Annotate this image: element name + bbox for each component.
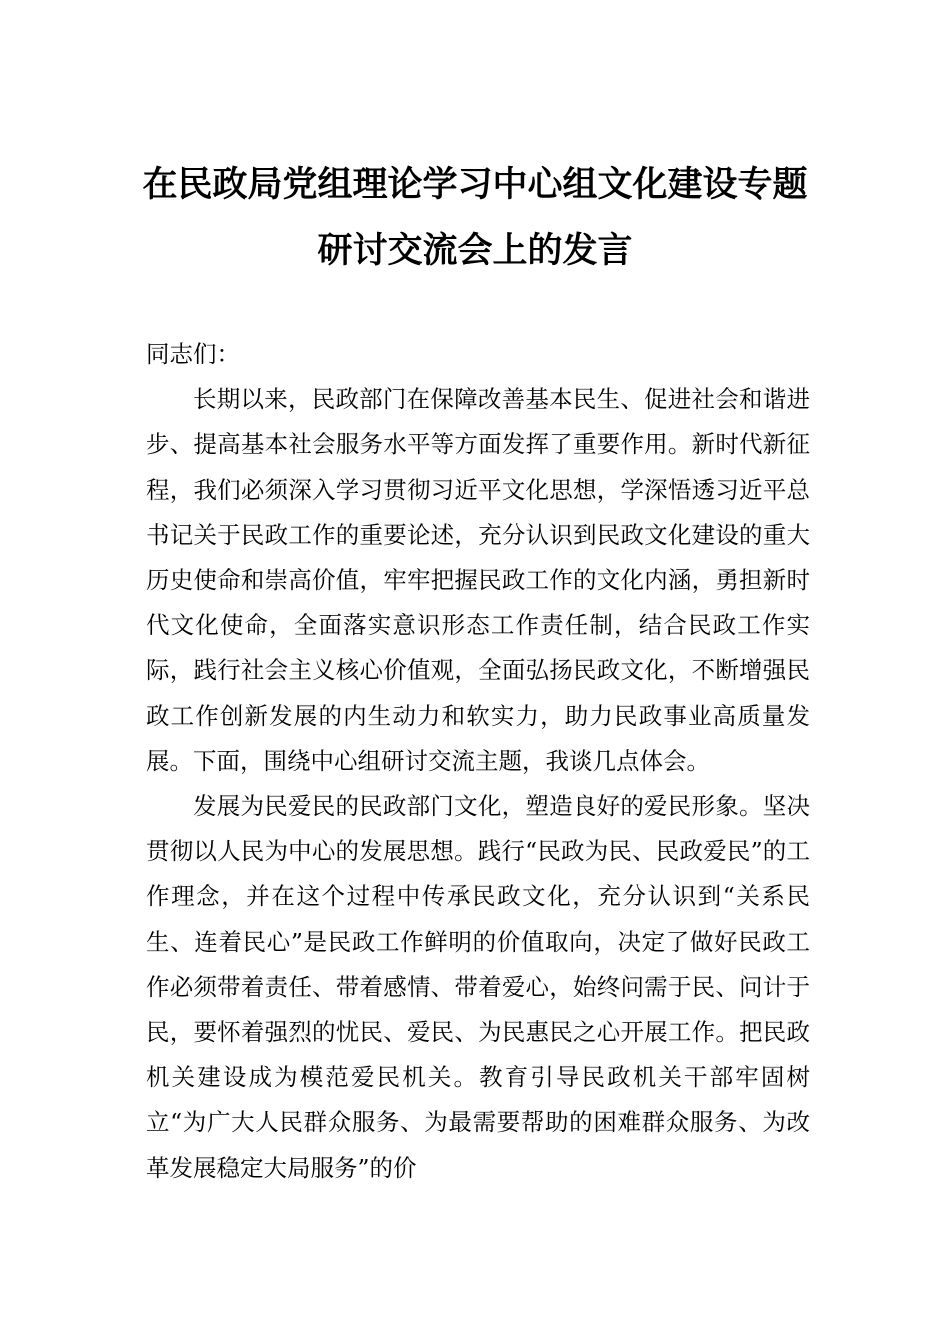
document-title: 在民政局党组理论学习中心组文化建设专题研讨交流会上的发言 <box>142 164 808 271</box>
document-body <box>146 332 810 1191</box>
paragraph-section-one: 发展为民爱民的民政部门文化，塑造良好的爱民形象。坚决贯彻以人民为中心的发展思想。践行“民政为民、民政爱民”的工作理念，并在这个过程中传承民政文化，充分认识到“关系民生、连着民心”是民政工作鲜明的价值取向，决定了做好民政工作必须带着责任、带着感情、带着爱心，始终问需于民、问计于民，要怀着强烈的忧民、爱民、为民惠民之心开展工作。把民政机关建设成为模范爱民机关。教育引导民政机关干部牢固树立“为广大人民群众服务、为最需要帮助的困难群众服务、为改革发展稳定大局服务”的价 <box>146 792 810 1182</box>
salutation: 同志们： <box>146 340 240 368</box>
paragraph-intro: 长期以来，民政部门在保障改善基本民生、促进社会和谐进步、提高基本社会服务水平等方面发挥了重要作用。新时代新征程，我们必须深入学习贯彻习近平文化思想，学深悟透习近平总书记关于民政工作的重要论述，充分认识到民政文化建设的重大历史使命和崇高价值，牢牢把握民政工作的文化内涵，勇担新时代文化使命，全面落实意识形态工作责任制，结合民政工作实际，践行社会主义核心价值观，全面弘扬民政文化，不断增强民政工作创新发展的内生动力和软实力，助力民政事业高质量发展。下面，围绕中心组研讨交流主题，我谈几点体会。 <box>146 385 810 775</box>
